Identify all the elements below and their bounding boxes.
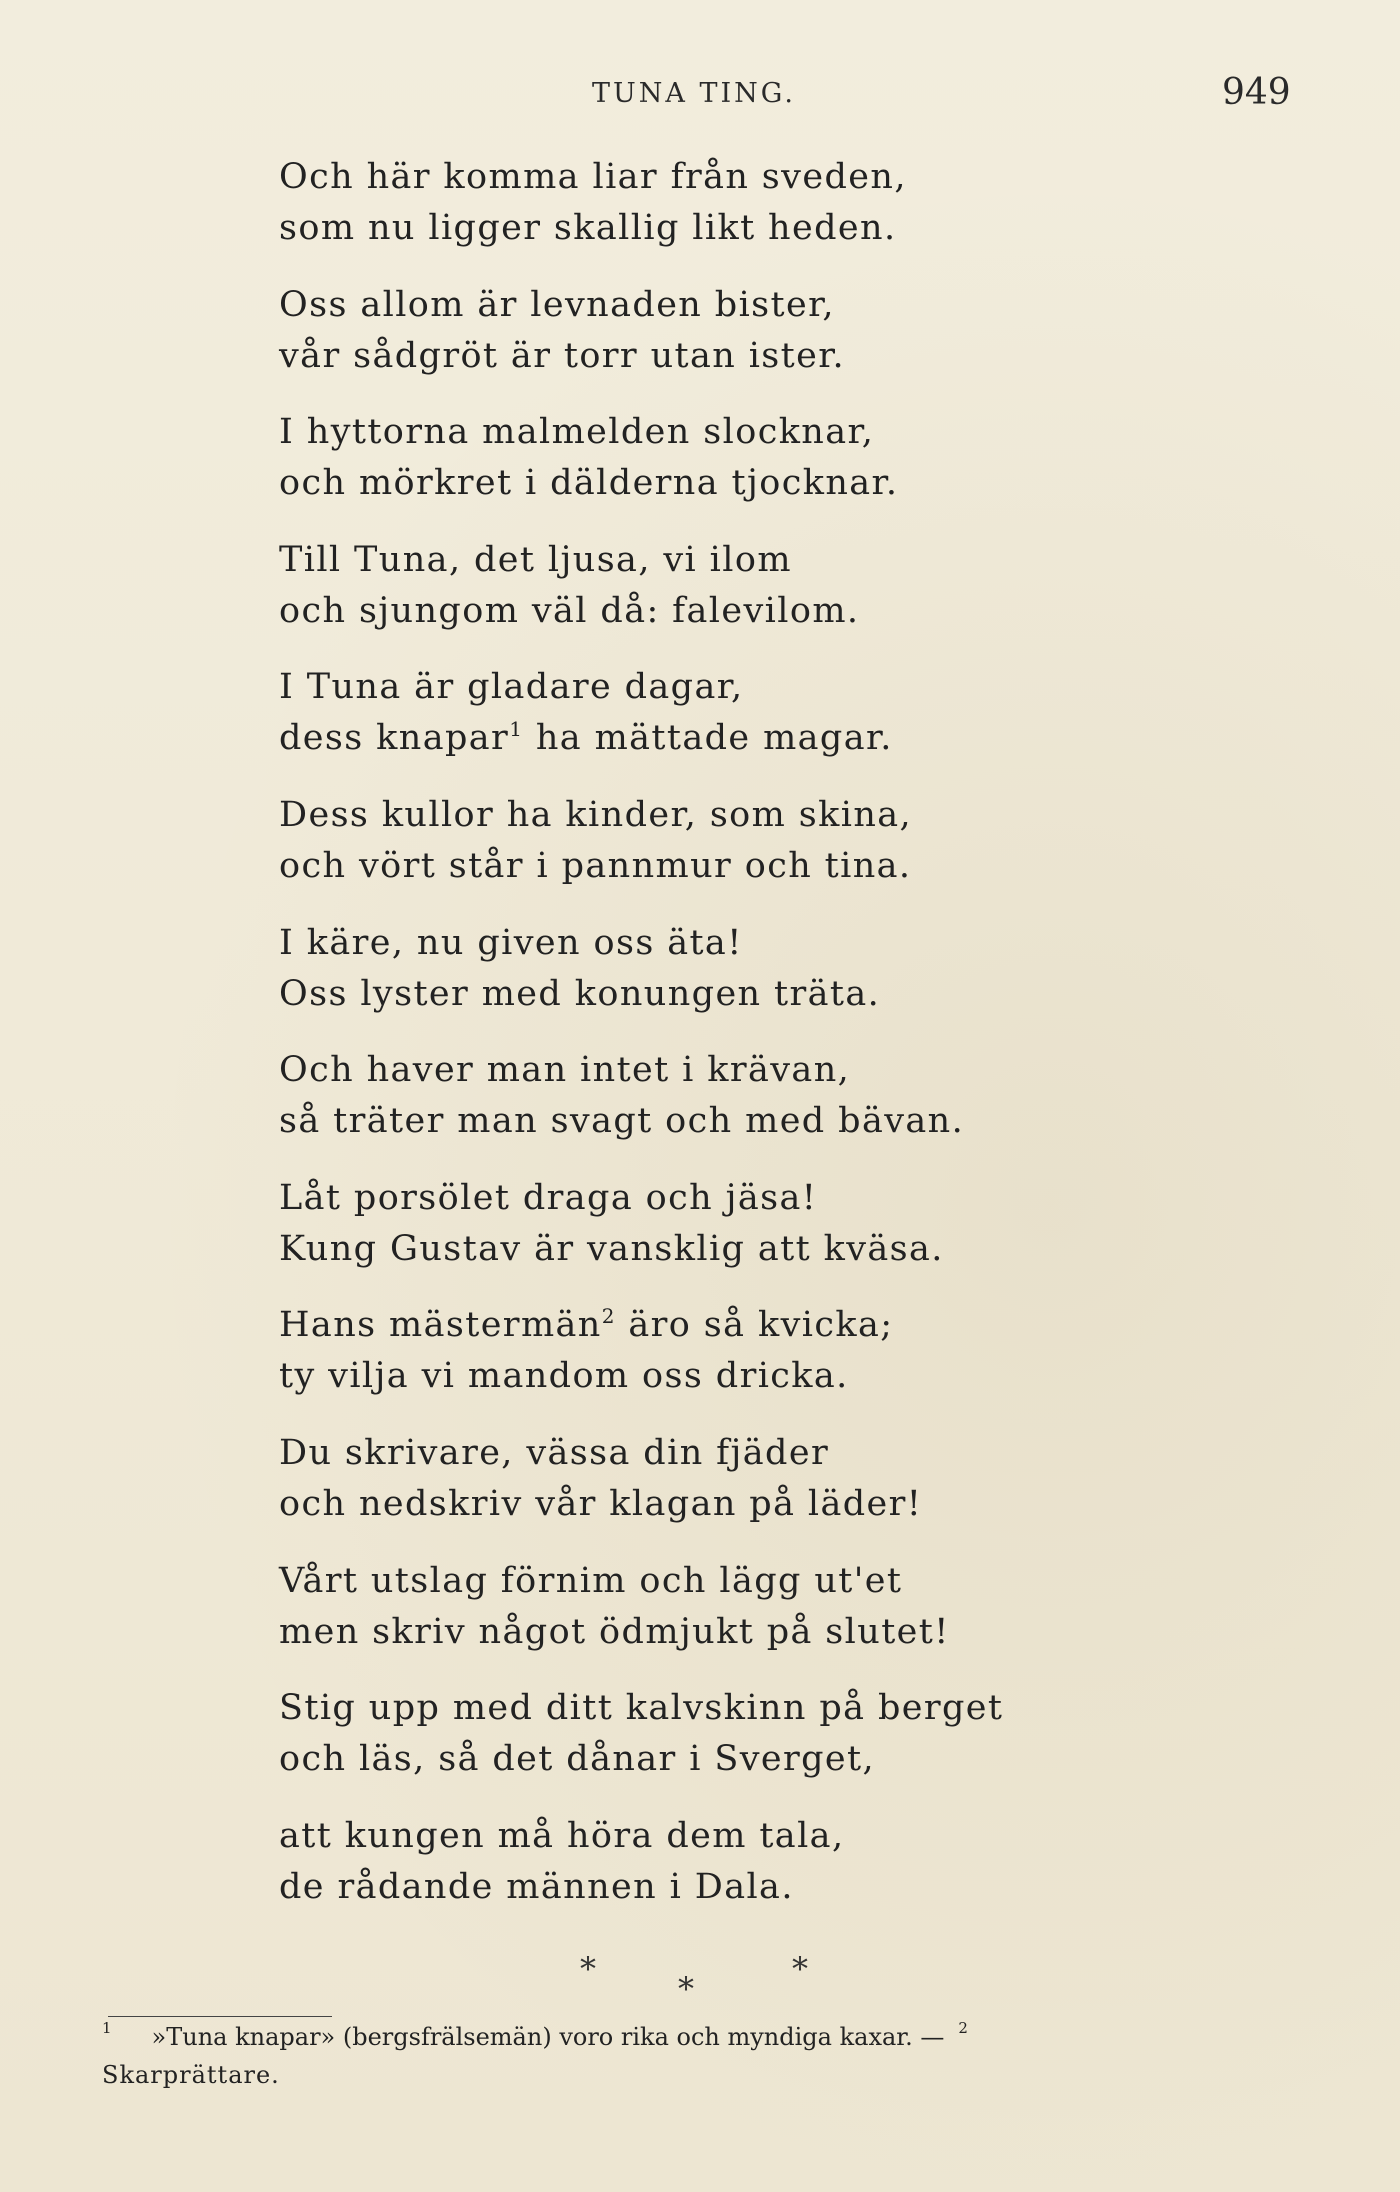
footnote-text: »Tuna knapar» (bergsfrälsemän) voro rika och myndiga kaxar. — [151,2023,945,2051]
stanza [279,790,1279,918]
verse-text: äro så kvicka; [628,1305,894,1346]
verse-line: Kung Gustav är vansklig att kväsa. [279,1228,944,1269]
verse-line: Du skrivare, vässa din fjäder [279,1432,830,1473]
footnote-number: 2 [958,2019,968,2037]
verse-line: vår sådgröt är torr utan ister. [279,335,846,376]
verse-line-with-note [279,713,1279,764]
stanza [279,1811,1279,1939]
stanza [279,1173,1279,1301]
stanza [279,1045,1279,1173]
footnote-divider [108,2016,332,2017]
verse-text: Hans mästermän [279,1305,602,1346]
section-break-asterisks [570,1950,830,2008]
verse-line: Stig upp med ditt kalvskinn på berget [279,1688,1004,1729]
verse-line: I hyttorna malmelden slocknar, [279,412,875,453]
asterisk: * [678,1970,694,2008]
stanza [279,1556,1279,1684]
footnote-reference: 1 [509,717,524,742]
verse-line: I käre, nu given oss äta! [279,922,743,963]
verse-line: och nedskriv vår klagan på läder! [279,1483,923,1524]
footnote-1: $^1$ »Tuna knapar» (bergsfrälsemän) voro rika och myndiga kaxar. — $^2$ [102,2019,968,2051]
verse-line: Dess kullor ha kinder, som skina, [279,794,913,835]
verse-line: som nu ligger skallig likt heden. [279,208,897,248]
verse-line: Och haver man intet i krävan, [279,1050,851,1091]
verse-line: och läs, så det dånar i Sverget, [279,1739,876,1780]
stanza [279,1428,1279,1556]
verse-line: Till Tuna, det ljusa, vi ilom [279,539,792,580]
stanza [279,152,1279,280]
page-number: 949 [1222,72,1291,113]
poem [279,152,1279,1938]
verse-text: ha mättade magar. [535,718,893,759]
verse-line: och sjungom väl då: falevilom. [279,590,860,631]
footnote-2-text: Skarprättare. [102,2061,280,2089]
verse-line-with-note [279,1300,1279,1351]
verse-line: I Tuna är gladare dagar, [279,667,744,708]
verse-line: att kungen må höra dem tala, [279,1815,845,1856]
verse-text: dess knapar [279,718,510,759]
asterisk: * [792,1950,808,1988]
footnotes [102,2018,1302,2094]
verse-line: Och här komma liar från sveden, [279,157,907,197]
stanza [279,918,1279,1046]
stanza [279,662,1279,790]
verse-line: Låt porsölet draga och jäsa! [279,1177,818,1218]
verse-line: ty vilja vi mandom oss dricka. [279,1356,849,1397]
verse-line: så träter man svagt och med bävan. [279,1101,965,1142]
stanza [279,407,1279,535]
asterisk: * [580,1950,596,1988]
stanza [279,1300,1279,1428]
stanza [279,535,1279,663]
verse-line: och mörkret i dälderna tjocknar. [279,463,899,504]
footnote-reference: 2 [601,1304,616,1329]
running-title: TUNA TING. [592,78,796,109]
verse-line: Oss allom är levnaden bister, [279,284,835,325]
stanza [279,1683,1279,1811]
verse-line: och vört står i pannmur och tina. [279,845,912,886]
verse-line: Oss lyster med konungen träta. [279,973,881,1014]
stanza [279,280,1279,408]
verse-line: Vårt utslag förnim och lägg ut'et [279,1560,903,1601]
verse-line: men skriv något ödmjukt på slutet! [279,1611,950,1652]
verse-line: de rådande männen i Dala. [279,1866,794,1907]
